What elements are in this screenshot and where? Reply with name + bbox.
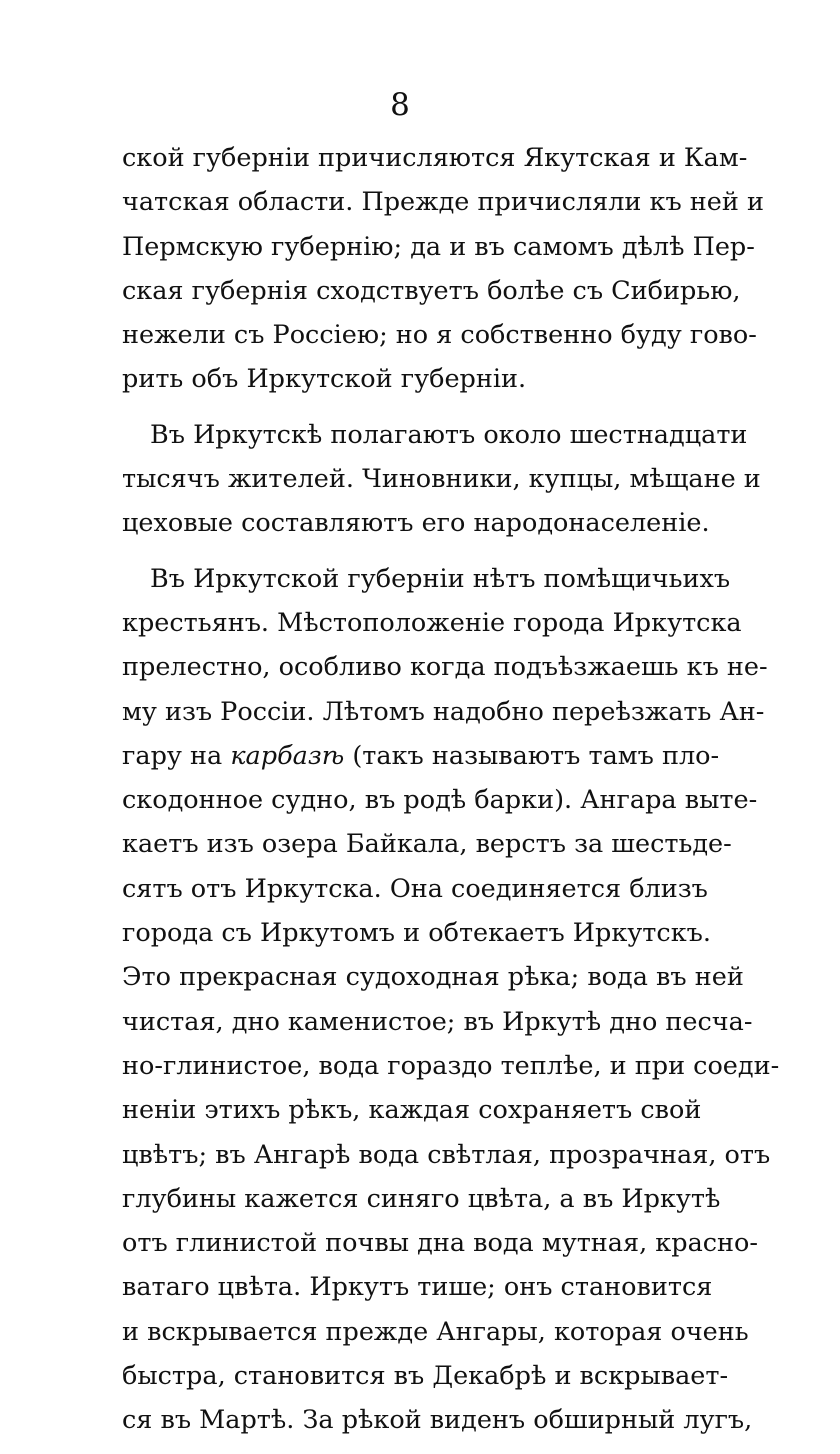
text-line: неніи этихъ рѣкъ, каждая сохраняетъ свой	[122, 1095, 702, 1126]
text-line: но-глинистое, вода гораздо теплѣе, и при соеди-	[122, 1050, 780, 1081]
text-line: чистая, дно каменистое; въ Иркутѣ дно песча-	[122, 1006, 753, 1037]
text-line: Пермскую губернію; да и въ самомъ дѣлѣ Пер-	[122, 231, 755, 262]
body-text	[122, 136, 780, 1454]
text-line: каетъ изъ озера Байкала, верстъ за шестьде-	[122, 829, 732, 860]
text-line: Это прекрасная судоходная рѣка; вода въ ней	[122, 962, 744, 993]
text-line: му изъ Россіи. Лѣтомъ надобно переѣзжать Ан-	[122, 696, 765, 727]
text-line: чатская области. Прежде причисляли къ ней и	[122, 187, 764, 218]
text-line: Въ Иркутской губерніи нѣтъ помѣщичьихъ	[150, 563, 731, 594]
text-line: рить объ Иркутской губерніи.	[122, 364, 527, 395]
paragraph-3	[122, 557, 780, 1443]
text-line: Въ Иркутскѣ полагаютъ около шестнадцати	[150, 419, 748, 450]
text-line: тысячъ жителей. Чиновники, купцы, мѣщане и	[122, 464, 761, 495]
text-line: глубины кажется синяго цвѣта, а въ Иркутѣ	[122, 1183, 721, 1214]
text-line: нежели съ Россіею; но я собственно буду гово-	[122, 320, 757, 351]
page-number: 8	[390, 87, 410, 123]
text-line: ватаго цвѣта. Иркутъ тише; онъ становится	[122, 1272, 713, 1303]
text-line: ская губернія сходствуетъ болѣе съ Сибирью,	[122, 275, 741, 306]
text-line: цвѣтъ; въ Ангарѣ вода свѣтлая, прозрачная, отъ	[122, 1139, 771, 1170]
text-segment: (такъ называютъ тамъ пло-	[352, 740, 720, 771]
text-line: и вскрывается прежде Ангары, которая очень	[122, 1316, 749, 1347]
text-line: города съ Иркутомъ и обтекаетъ Иркутскъ.	[122, 918, 711, 949]
text-line: цеховые составляютъ его народонаселеніе.	[122, 508, 710, 539]
text-segment: гару на	[122, 740, 223, 771]
text-line: прелестно, особливо когда подъѣзжаешь къ не-	[122, 652, 768, 683]
paragraph-2	[122, 413, 761, 546]
text-line: скодонное судно, въ родѣ барки). Ангара выте-	[122, 785, 758, 816]
paragraph-1	[122, 136, 764, 402]
text-line: крестьянъ. Мѣстоположеніе города Иркутска	[122, 607, 742, 638]
text-line-with-italic	[122, 734, 720, 778]
text-line: сятъ отъ Иркутска. Она соединяется близъ	[122, 873, 708, 904]
text-line: ся въ Мартѣ. За рѣкой виденъ обширный лугъ,	[122, 1405, 753, 1436]
text-line: быстра, становится въ Декабрѣ и вскрывает-	[122, 1361, 729, 1392]
text-line: отъ глинистой почвы дна вода мутная, красно-	[122, 1228, 759, 1259]
text-line: ской губерніи причисляются Якутская и Кам-	[122, 143, 748, 173]
italic-term: карбазѣ	[230, 740, 345, 771]
